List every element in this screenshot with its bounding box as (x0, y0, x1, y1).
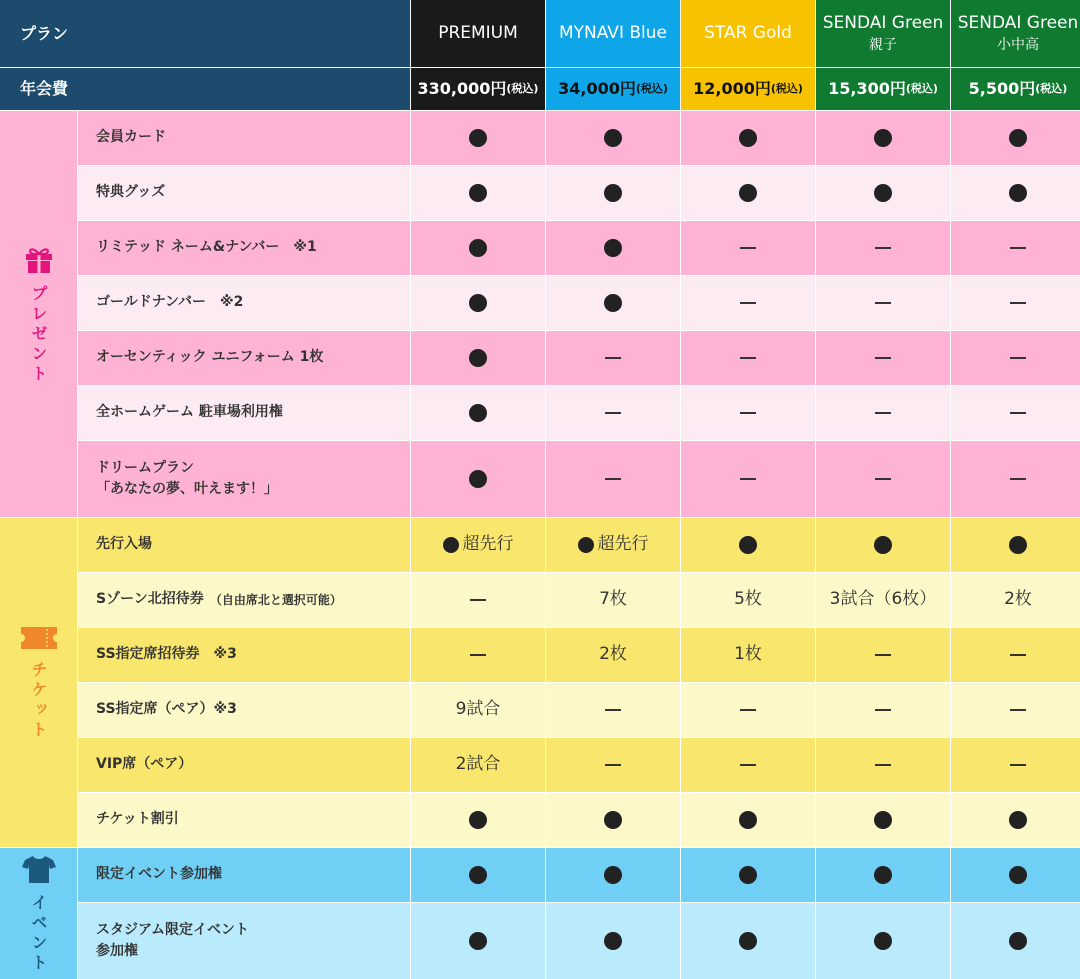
section-ticket-label: チケット (29, 660, 48, 741)
benefit-label-text: リミテッド ネーム&ナンバー ※1 (96, 239, 317, 256)
benefit-cell (681, 848, 815, 902)
benefit-cell (951, 738, 1080, 792)
included-dot-icon (739, 866, 757, 884)
benefit-label (78, 683, 410, 737)
benefit-label (78, 441, 410, 517)
not-included-dash-icon (470, 654, 486, 656)
benefit-cell (951, 276, 1080, 330)
plan-name: STAR Gold (704, 22, 792, 43)
plan-fee-1 (546, 68, 680, 110)
plan-price: 5,500円 (968, 79, 1036, 98)
benefit-cell (411, 276, 545, 330)
benefit-cell (546, 738, 680, 792)
not-included-dash-icon (1010, 247, 1026, 249)
not-included-dash-icon (875, 247, 891, 249)
included-dot-icon (874, 811, 892, 829)
benefit-cell (681, 683, 815, 737)
plan-name: SENDAI Green (957, 12, 1079, 33)
not-included-dash-icon (740, 302, 756, 304)
ticket-icon (19, 625, 59, 651)
benefit-label-text-2: 「あなたの夢、叶えます！」 (96, 481, 278, 497)
included-dot-icon (469, 932, 487, 950)
section-present-label: プレゼント (29, 285, 48, 385)
included-dot-icon (578, 537, 594, 553)
benefit-cell (546, 793, 680, 847)
benefit-cell (951, 573, 1080, 627)
benefit-cell (816, 166, 950, 220)
benefit-cell (681, 441, 815, 517)
benefit-label-text: SS指定席招待券 ※3 (96, 646, 237, 663)
included-dot-icon (604, 932, 622, 950)
benefit-cell (951, 166, 1080, 220)
benefit-label-text: VIP席（ペア） (96, 756, 193, 773)
included-dot-icon (739, 536, 757, 554)
benefit-cell (951, 221, 1080, 275)
gift-icon (23, 243, 55, 275)
not-included-dash-icon (875, 412, 891, 414)
section-present (0, 111, 77, 517)
included-dot-icon (469, 866, 487, 884)
benefit-cell (546, 683, 680, 737)
benefit-cell (816, 793, 950, 847)
benefit-cell (411, 386, 545, 440)
included-dot-icon (739, 811, 757, 829)
benefit-label-text: 全ホームゲーム 駐車場利用権 (96, 404, 283, 421)
benefit-cell (681, 628, 815, 682)
cell-value: 3試合（6枚） (829, 589, 937, 610)
included-dot-icon (604, 811, 622, 829)
benefit-cell (681, 166, 815, 220)
included-dot-icon (874, 932, 892, 950)
benefit-label-text: ドリームプラン (96, 459, 194, 476)
not-included-dash-icon (1010, 357, 1026, 359)
not-included-dash-icon (875, 357, 891, 359)
included-dot-icon (874, 536, 892, 554)
included-dot-icon (874, 184, 892, 202)
included-dot-icon (604, 129, 622, 147)
benefit-label (78, 386, 410, 440)
benefit-cell (951, 331, 1080, 385)
benefit-label (78, 111, 410, 165)
plan-header-3 (816, 0, 950, 67)
not-included-dash-icon (605, 412, 621, 414)
plan-tax: (税込) (1035, 82, 1068, 96)
plan-name: PREMIUM (438, 22, 518, 43)
benefit-label (78, 331, 410, 385)
benefit-label-text: スタジアム限定イベント (96, 921, 250, 938)
plan-subname: 親子 (869, 36, 897, 53)
benefit-label (78, 738, 410, 792)
benefit-cell (546, 573, 680, 627)
benefit-cell (816, 276, 950, 330)
benefit-cell (411, 573, 545, 627)
benefit-label (78, 166, 410, 220)
benefit-cell (546, 518, 680, 572)
included-dot-icon (739, 184, 757, 202)
benefit-label (78, 628, 410, 682)
benefit-cell (816, 738, 950, 792)
plan-tax: (税込) (905, 82, 938, 96)
included-dot-icon (874, 129, 892, 147)
not-included-dash-icon (740, 709, 756, 711)
included-dot-icon (469, 129, 487, 147)
plan-price: 330,000円 (417, 79, 507, 98)
included-dot-icon (469, 294, 487, 312)
benefit-label (78, 221, 410, 275)
plan-name: MYNAVI Blue (559, 22, 667, 43)
plan-header-4 (951, 0, 1080, 67)
cell-value: 2枚 (599, 644, 627, 665)
benefit-cell (816, 628, 950, 682)
not-included-dash-icon (875, 654, 891, 656)
plan-fee-2 (681, 68, 815, 110)
included-dot-icon (604, 866, 622, 884)
not-included-dash-icon (605, 478, 621, 480)
not-included-dash-icon (1010, 654, 1026, 656)
not-included-dash-icon (605, 764, 621, 766)
benefit-cell (546, 221, 680, 275)
benefit-cell (816, 518, 950, 572)
cell-value: 2試合 (455, 754, 501, 775)
benefit-cell (681, 518, 815, 572)
benefit-label (78, 518, 410, 572)
cell-value-text: 超先行 (597, 534, 649, 555)
benefit-cell (681, 573, 815, 627)
benefit-cell (816, 848, 950, 902)
included-dot-icon (604, 239, 622, 257)
benefit-label-text: 特典グッズ (96, 184, 166, 201)
included-dot-icon (1009, 536, 1027, 554)
benefit-cell (951, 683, 1080, 737)
not-included-dash-icon (875, 764, 891, 766)
benefit-cell (816, 683, 950, 737)
benefit-note: （自由席北と選択可能） (209, 592, 342, 607)
included-dot-icon (469, 811, 487, 829)
plan-header-0 (411, 0, 545, 67)
benefit-cell (816, 441, 950, 517)
not-included-dash-icon (740, 478, 756, 480)
not-included-dash-icon (875, 709, 891, 711)
benefit-cell (816, 386, 950, 440)
cell-value: 1枚 (734, 644, 762, 665)
cell-value-text: 超先行 (462, 534, 514, 555)
section-event-label: イベント (29, 893, 48, 974)
benefit-cell (816, 573, 950, 627)
plan-header-label: プラン (0, 0, 410, 67)
plan-price: 34,000円 (558, 79, 636, 98)
not-included-dash-icon (740, 357, 756, 359)
not-included-dash-icon (1010, 478, 1026, 480)
plan-fee-4 (951, 68, 1080, 110)
not-included-dash-icon (1010, 764, 1026, 766)
benefit-cell (411, 683, 545, 737)
section-event (0, 848, 77, 979)
benefit-cell (951, 111, 1080, 165)
included-dot-icon (469, 349, 487, 367)
benefit-label-text: ゴールドナンバー ※2 (96, 294, 244, 311)
benefit-cell (411, 793, 545, 847)
benefit-cell (951, 386, 1080, 440)
not-included-dash-icon (1010, 709, 1026, 711)
benefit-cell (951, 628, 1080, 682)
benefit-cell (816, 221, 950, 275)
included-dot-icon (1009, 184, 1027, 202)
plan-fee-0 (411, 68, 545, 110)
annual-fee-label: 年会費 (0, 68, 410, 110)
benefit-cell (681, 331, 815, 385)
not-included-dash-icon (1010, 412, 1026, 414)
included-dot-icon (604, 184, 622, 202)
benefit-label-text: 限定イベント参加権 (96, 866, 222, 883)
benefit-cell (411, 738, 545, 792)
benefit-cell (951, 518, 1080, 572)
benefit-cell (681, 386, 815, 440)
benefit-cell (681, 111, 815, 165)
plan-price: 12,000円 (693, 79, 771, 98)
benefit-cell (411, 441, 545, 517)
benefit-cell (546, 166, 680, 220)
tshirt-icon (22, 854, 56, 884)
benefit-label-text: 会員カード (96, 129, 166, 146)
benefit-cell (816, 111, 950, 165)
benefit-cell (951, 441, 1080, 517)
cell-value: 2枚 (1004, 589, 1032, 610)
not-included-dash-icon (605, 357, 621, 359)
benefit-label-text: 先行入場 (96, 536, 152, 553)
benefit-cell (951, 793, 1080, 847)
benefit-label-text: オーセンティック ユニフォーム 1枚 (96, 349, 324, 366)
benefit-label-text: SS指定席（ペア）※3 (96, 701, 237, 718)
benefit-cell (681, 221, 815, 275)
benefit-cell (546, 441, 680, 517)
benefit-cell (411, 628, 545, 682)
benefit-cell (546, 331, 680, 385)
benefit-cell (411, 848, 545, 902)
not-included-dash-icon (1010, 302, 1026, 304)
included-dot-icon (469, 184, 487, 202)
included-dot-icon (874, 866, 892, 884)
not-included-dash-icon (740, 247, 756, 249)
cell-value: 5枚 (734, 589, 762, 610)
not-included-dash-icon (875, 478, 891, 480)
section-ticket (0, 518, 77, 847)
included-dot-icon (1009, 129, 1027, 147)
benefit-cell (681, 793, 815, 847)
benefit-cell (546, 276, 680, 330)
benefit-label-text: チケット割引 (96, 811, 179, 828)
included-dot-icon (469, 470, 487, 488)
not-included-dash-icon (740, 764, 756, 766)
benefit-label (78, 793, 410, 847)
included-dot-icon (443, 537, 459, 553)
plan-price: 15,300円 (828, 79, 906, 98)
benefit-cell (546, 111, 680, 165)
plan-tax: (税込) (506, 82, 539, 96)
benefit-cell (546, 386, 680, 440)
benefit-cell (681, 738, 815, 792)
not-included-dash-icon (875, 302, 891, 304)
plan-tax: (税込) (770, 82, 803, 96)
benefit-cell (411, 221, 545, 275)
benefit-cell (546, 848, 680, 902)
benefit-cell (681, 276, 815, 330)
benefit-label (78, 276, 410, 330)
included-dot-icon (1009, 811, 1027, 829)
included-dot-icon (469, 404, 487, 422)
included-dot-icon (739, 129, 757, 147)
included-dot-icon (469, 239, 487, 257)
benefit-cell (411, 111, 545, 165)
plan-subname: 小中高 (997, 36, 1039, 53)
included-dot-icon (739, 932, 757, 950)
included-value (443, 534, 514, 555)
not-included-dash-icon (605, 709, 621, 711)
included-value (578, 534, 649, 555)
included-dot-icon (1009, 866, 1027, 884)
benefit-label-text-2: 参加権 (96, 943, 138, 959)
benefit-cell (411, 331, 545, 385)
benefit-cell (816, 331, 950, 385)
cell-value: 7枚 (599, 589, 627, 610)
included-dot-icon (604, 294, 622, 312)
plan-tax: (税込) (635, 82, 668, 96)
benefit-cell (411, 518, 545, 572)
included-dot-icon (1009, 932, 1027, 950)
benefit-cell (951, 848, 1080, 902)
benefit-cell (411, 166, 545, 220)
benefit-cell (546, 628, 680, 682)
plan-header-2 (681, 0, 815, 67)
plan-header-1 (546, 0, 680, 67)
not-included-dash-icon (740, 412, 756, 414)
benefit-label (78, 573, 410, 627)
benefit-label (78, 848, 410, 902)
plan-name: SENDAI Green (822, 12, 944, 33)
benefit-label-text: Sゾーン北招待券 (96, 591, 204, 608)
plan-fee-3 (816, 68, 950, 110)
not-included-dash-icon (470, 599, 486, 601)
cell-value: 9試合 (455, 699, 501, 720)
